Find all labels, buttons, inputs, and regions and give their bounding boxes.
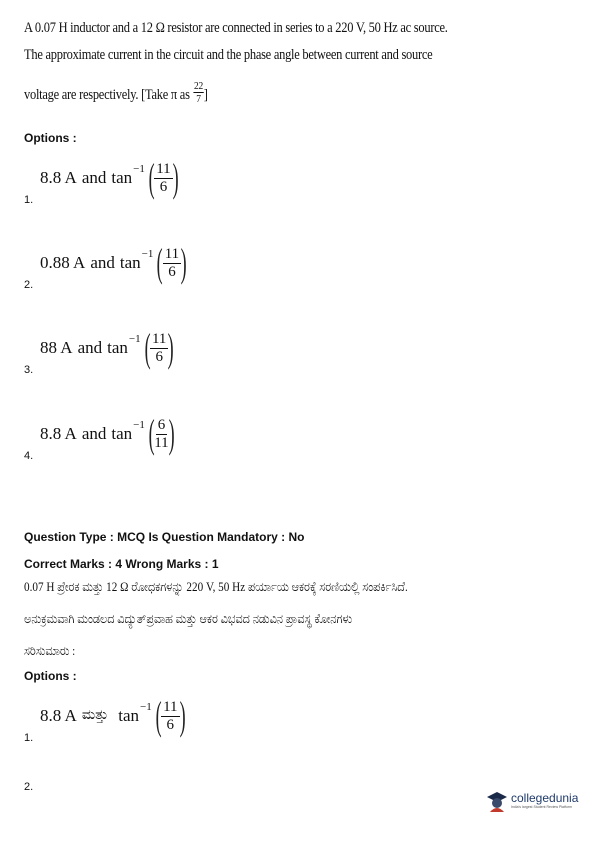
logo-tagline: India's largest Student Review Platform <box>511 805 572 809</box>
option-2-func: tan <box>119 253 141 272</box>
right-paren: ) <box>180 240 187 285</box>
question-type-line: Question Type : MCQ Is Question Mandatory : No <box>24 530 305 544</box>
left-paren: ( <box>157 240 164 285</box>
question-line-3-suffix: ] <box>203 86 208 103</box>
right-paren: ) <box>168 411 175 456</box>
left-paren: ( <box>148 411 155 456</box>
question-line-3 <box>24 82 208 107</box>
option-3-word: and <box>77 338 103 357</box>
option-3-fraction <box>150 331 168 366</box>
option-1-word: and <box>81 168 107 187</box>
option-3-superscript: −1 <box>128 333 141 345</box>
graduate-icon <box>486 790 508 812</box>
option-2-numerator: 11 <box>164 245 180 262</box>
option-4-numerator: 6 <box>157 416 166 433</box>
kannada-option-1[interactable] <box>40 693 189 738</box>
option-4-current: 8.8 A <box>40 424 77 443</box>
option-4-superscript: −1 <box>133 419 145 431</box>
option-1[interactable] <box>40 155 182 200</box>
kannada-option-1-current: 8.8 A <box>40 706 77 725</box>
right-paren: ) <box>179 693 186 738</box>
question-line-3-text: voltage are respectively. [Take π as <box>24 86 190 103</box>
option-3-number: 3. <box>24 364 34 376</box>
option-1-denominator: 6 <box>159 178 168 195</box>
left-paren: ( <box>155 693 162 738</box>
option-3-numerator: 11 <box>151 330 167 347</box>
kannada-option-2-number: 2. <box>24 781 34 793</box>
question-line-2: The approximate current in the circuit and the phase angle between current and source <box>24 47 433 63</box>
pi-fraction-denominator: 7 <box>196 93 201 105</box>
kannada-option-1-numerator: 11 <box>163 698 178 715</box>
pi-fraction <box>193 80 204 105</box>
collegedunia-logo <box>486 790 578 812</box>
kannada-line-1: 0.07 H ಪ್ರೇರಕ ಮತ್ತು 12 Ω ರೋಧಕಗಳನ್ನು 220 V, 50 Hz ಪರ್ಯಾಯ ಆಕರಕ್ಕೆ ಸರಣಿಯಲ್ಲಿ ಸಂಪರ್ಕಿಸಿದೆ. <box>24 579 408 594</box>
option-4-fraction <box>154 417 168 452</box>
option-2-fraction <box>163 246 181 281</box>
kannada-line-2: ಅನುಕ್ರಮವಾಗಿ ಮಂಡಲದ ವಿದ್ಯುತ್‌ಪ್ರವಾಹ ಮತ್ತು ಆಕರ ವಿಭವದ ನಡುವಿನ ಪ್ರಾವಸ್ಥ ಕೋನಗಳು <box>24 611 353 626</box>
option-4-denominator: 11 <box>154 434 169 451</box>
right-paren: ) <box>172 155 179 200</box>
kannada-option-1-superscript: −1 <box>140 701 152 713</box>
left-paren: ( <box>148 155 155 200</box>
option-4-number: 4. <box>24 450 34 462</box>
option-4[interactable] <box>40 411 178 456</box>
option-4-word: and <box>81 424 107 443</box>
kannada-option-1-func: tan <box>118 706 140 725</box>
kannada-option-1-fraction <box>161 699 179 734</box>
option-1-superscript: −1 <box>133 163 145 175</box>
option-1-fraction <box>154 161 172 196</box>
kannada-option-1-denominator: 6 <box>166 716 175 733</box>
option-2-denominator: 6 <box>168 263 176 280</box>
option-3-current: 88 A <box>40 338 73 357</box>
marks-line: Correct Marks : 4 Wrong Marks : 1 <box>24 557 219 571</box>
kannada-line-3: ಸರಿಸುಮಾರು : <box>24 643 76 658</box>
option-2[interactable] <box>40 240 191 285</box>
option-1-func: tan <box>111 168 133 187</box>
option-1-current: 8.8 A <box>40 168 77 187</box>
option-3-func: tan <box>107 338 128 357</box>
options-label: Options : <box>24 131 77 145</box>
option-2-word: and <box>90 253 115 272</box>
question-line-1: A 0.07 H inductor and a 12 Ω resistor are connected in series to a 220 V, 50 Hz ac source. <box>24 20 448 36</box>
kannada-option-1-word: ಮತ್ತು <box>81 708 109 723</box>
option-1-number: 1. <box>24 194 34 206</box>
option-1-numerator: 11 <box>156 160 171 177</box>
option-3[interactable] <box>40 325 178 370</box>
option-3-denominator: 6 <box>155 348 163 365</box>
logo-name: collegedunia <box>511 791 579 805</box>
option-4-func: tan <box>111 424 133 443</box>
kannada-options-label: Options : <box>24 669 77 683</box>
option-2-number: 2. <box>24 279 34 291</box>
option-2-current: 0.88 A <box>40 253 86 272</box>
left-paren: ( <box>144 325 151 370</box>
kannada-option-1-number: 1. <box>24 732 34 744</box>
option-2-superscript: −1 <box>141 248 154 260</box>
right-paren: ) <box>168 325 175 370</box>
pi-fraction-numerator: 22 <box>193 80 203 92</box>
